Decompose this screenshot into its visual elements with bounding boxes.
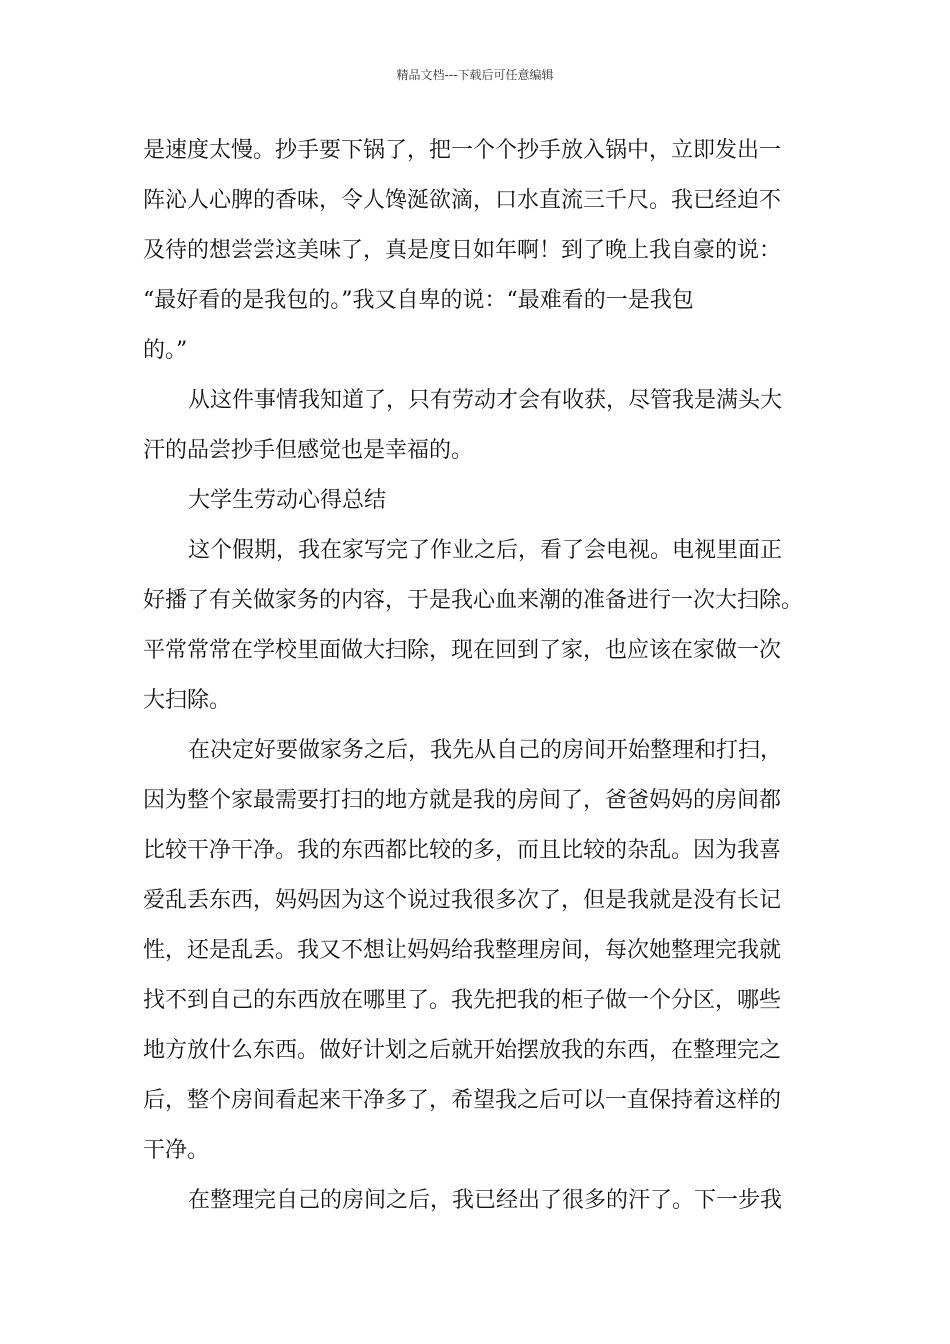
paragraph-start: 在整理完自己的房间之后，我已经出了很多的汗了。下一步我 <box>188 1188 783 1213</box>
paragraph-start: 这个假期，我在家写完了作业之后，看了会电视。电视里面正 <box>188 538 783 563</box>
text-line: 平常常常在学校里面做大扫除，现在回到了家，也应该在家做一次 <box>143 638 782 663</box>
text-line: “最好看的是我包的。”我又自卑的说：“最难看的一是我包 <box>143 288 694 313</box>
text-line: 干净。 <box>143 1138 210 1163</box>
page-header: 精品文档---下载后可任意编辑 <box>396 68 554 82</box>
text-line: 找不到自己的东西放在哪里了。我先把我的柜子做一个分区，哪些 <box>143 988 782 1013</box>
text-line: 爱乱丢东西，妈妈因为这个说过我很多次了，但是我就是没有长记 <box>143 888 782 913</box>
text-line: 好播了有关做家务的内容，于是我心血来潮的准备进行一次大扫除。 <box>143 588 804 613</box>
text-line: 的。” <box>143 338 188 363</box>
text-line: 因为整个家最需要打扫的地方就是我的房间了，爸爸妈妈的房间都 <box>143 788 782 813</box>
paragraph-start: 在决定好要做家务之后，我先从自己的房间开始整理和打扫， <box>188 738 783 763</box>
text-line: 性，还是乱丢。我又不想让妈妈给我整理房间，每次她整理完我就 <box>143 938 782 963</box>
text-line: 大扫除。 <box>143 688 232 713</box>
text-line: 是速度太慢。抄手要下锅了，把一个个抄手放入锅中，立即发出一 <box>143 138 782 163</box>
document-body <box>143 126 823 1226</box>
text-line: 汗的品尝抄手但感觉也是幸福的。 <box>143 438 474 463</box>
text-line: 后，整个房间看起来干净多了，希望我之后可以一直保持着这样的 <box>143 1088 782 1113</box>
text-line: 地方放什么东西。做好计划之后就开始摆放我的东西，在整理完之 <box>143 1038 782 1063</box>
text-line: 阵沁人心脾的香味，令人馋涎欲滴，口水直流三千尺。我已经迫不 <box>143 188 782 213</box>
paragraph-start: 从这件事情我知道了，只有劳动才会有收获，尽管我是满头大 <box>188 388 783 413</box>
text-line: 及待的想尝尝这美味了，真是度日如年啊！到了晚上我自豪的说： <box>143 238 782 263</box>
section-heading: 大学生劳动心得总结 <box>188 488 387 513</box>
text-line: 比较干净干净。我的东西都比较的多，而且比较的杂乱。因为我喜 <box>143 838 782 863</box>
